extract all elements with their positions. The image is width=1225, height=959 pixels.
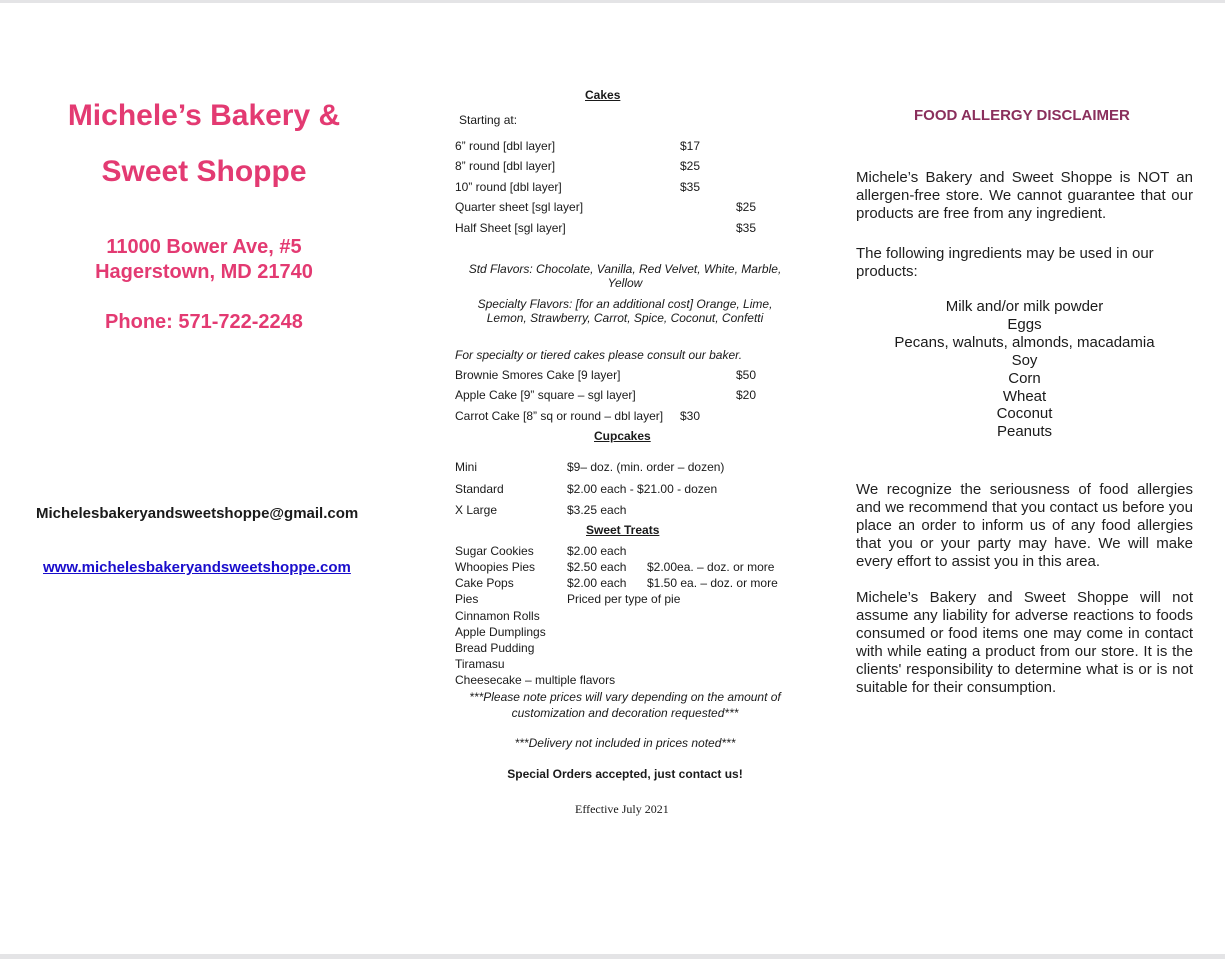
sweet-treats-heading: Sweet Treats <box>586 523 660 537</box>
address-line2: Hagerstown, MD 21740 <box>95 261 313 283</box>
cake-item-price: $25 <box>736 200 757 214</box>
treat-price: Priced per type of pie <box>567 592 681 606</box>
specialty-cake-price: $30 <box>680 409 701 423</box>
specialty-cake-price: $20 <box>736 388 757 402</box>
ingredient-item: Wheat <box>1002 388 1047 405</box>
cake-item-name: 6” round [dbl layer] <box>455 139 556 153</box>
specialty-cake-name: Carrot Cake [8” sq or round – dbl layer] <box>455 409 664 423</box>
ingredient-item: Eggs <box>1007 316 1042 333</box>
consult-baker-note: For specialty or tiered cakes please consult our baker. <box>455 348 743 362</box>
address-line1: 11000 Bower Ave, #5 <box>106 236 302 258</box>
treat-name: Pies <box>455 592 479 606</box>
treat-name: Sugar Cookies <box>455 544 534 558</box>
special-orders-note: Special Orders accepted, just contact us! <box>507 767 743 781</box>
cake-item-price: $35 <box>680 180 701 194</box>
treat-bulk-price: $2.00ea. – doz. or more <box>647 560 775 574</box>
delivery-note: ***Delivery not included in prices noted*** <box>514 736 736 750</box>
specialty-cake-price: $50 <box>736 368 757 382</box>
price-note-line1: ***Please note prices will vary depending on the amount of <box>469 690 781 704</box>
treat-name: Cheesecake – multiple flavors <box>455 673 616 687</box>
ingredient-item: Coconut <box>996 405 1053 422</box>
cake-item-name: 10” round [dbl layer] <box>455 180 562 194</box>
std-flavors-line2: Yellow <box>607 276 643 290</box>
std-flavors-line1: Std Flavors: Chocolate, Vanilla, Red Velvet, White, Marble, <box>468 262 782 276</box>
specialty-flavors-line1: Specialty Flavors: [for an additional cost] Orange, Lime, <box>477 297 773 311</box>
ingredient-item: Peanuts <box>996 423 1053 440</box>
website-link[interactable]: www.michelesbakeryandsweetshoppe.com <box>43 559 351 576</box>
treat-price: $2.00 each <box>567 576 627 590</box>
phone-number: Phone: 571-722-2248 <box>105 311 303 333</box>
allergy-paragraph-1: Michele’s Bakery and Sweet Shoppe is NOT an allergen-free store. We cannot guarantee that our products are free from any ingredient. <box>856 169 1193 222</box>
cupcake-size: Standard <box>455 482 504 496</box>
cupcake-price: $3.25 each <box>567 503 627 517</box>
ingredient-item: Milk and/or milk powder <box>945 298 1104 315</box>
bottom-border <box>0 954 1225 959</box>
treat-name: Bread Pudding <box>455 641 535 655</box>
cupcake-size: X Large <box>455 503 498 517</box>
treat-name: Apple Dumplings <box>455 625 546 639</box>
treat-name: Cinnamon Rolls <box>455 609 540 623</box>
bakery-name-line2: Sweet Shoppe <box>101 155 307 188</box>
treat-name: Whoopies Pies <box>455 560 536 574</box>
treat-price: $2.00 each <box>567 544 627 558</box>
cupcake-price: $2.00 each - $21.00 - dozen <box>567 482 718 496</box>
specialty-flavors-line2: Lemon, Strawberry, Carrot, Spice, Coconut, Confetti <box>486 311 764 325</box>
cupcake-size: Mini <box>455 460 478 474</box>
treat-bulk-price: $1.50 ea. – doz. or more <box>647 576 778 590</box>
effective-date: Effective July 2021 <box>575 802 669 816</box>
allergy-paragraph-3: We recognize the seriousness of food allergies and we recommend that you contact us before you place an order to inform us of any food allergies that you or your party may have. We will make every effort to assist you in this area. <box>856 481 1193 570</box>
cake-item-price: $35 <box>736 221 757 235</box>
treat-name: Cake Pops <box>455 576 514 590</box>
cupcake-price: $9– doz. (min. order – dozen) <box>567 460 725 474</box>
starting-at-label: Starting at: <box>459 113 518 127</box>
cake-item-name: Half Sheet [sgl layer] <box>455 221 566 235</box>
ingredient-item: Corn <box>1008 370 1041 387</box>
cake-item-name: Quarter sheet [sgl layer] <box>455 200 584 214</box>
bakery-name-line1: Michele’s Bakery & <box>67 99 341 132</box>
price-note-line2: customization and decoration requested*** <box>511 706 739 720</box>
treat-price: $2.50 each <box>567 560 627 574</box>
ingredient-item: Soy <box>1011 352 1038 369</box>
cake-item-price: $25 <box>680 159 701 173</box>
cupcakes-heading: Cupcakes <box>594 429 651 443</box>
allergy-paragraph-4: Michele’s Bakery and Sweet Shoppe will not assume any liability for adverse reactions to foods consumed or food items one may come in contact with while eating a product from our store. It is the clients' responsibility to determine what is or is not suitable for their consumption. <box>856 589 1193 696</box>
cakes-heading: Cakes <box>585 88 621 102</box>
specialty-cake-name: Apple Cake [9” square – sgl layer] <box>455 388 636 402</box>
cake-item-price: $17 <box>680 139 701 153</box>
specialty-cake-name: Brownie Smores Cake [9 layer] <box>455 368 621 382</box>
email-address[interactable]: Michelesbakeryandsweetshoppe@gmail.com <box>36 505 359 522</box>
cake-item-name: 8” round [dbl layer] <box>455 159 556 173</box>
top-border <box>0 0 1225 3</box>
treat-name: Tiramasu <box>455 657 505 671</box>
allergy-disclaimer-heading: FOOD ALLERGY DISCLAIMER <box>914 107 1130 124</box>
allergy-paragraph-2: The following ingredients may be used in our products: <box>856 245 1154 280</box>
ingredient-item: Pecans, walnuts, almonds, macadamia <box>894 334 1155 351</box>
